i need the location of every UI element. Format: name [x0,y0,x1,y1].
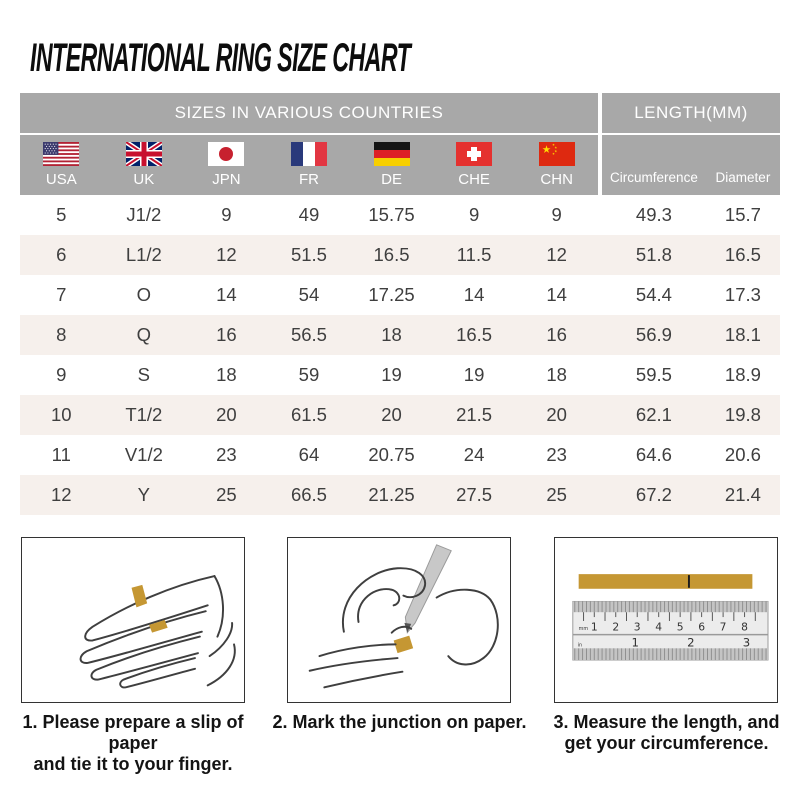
step-1-caption [0,712,266,775]
table-cell: 56.5 [290,324,327,345]
ruler-measuring-strip-illustration [556,539,777,701]
table-cell: 20 [381,404,402,425]
table-row [20,475,780,515]
table-cell: V1/2 [124,444,163,465]
marking-junction-with-pen-illustration [289,539,510,701]
table-cell: 16.5 [373,244,410,265]
table-group-header [20,93,780,133]
table-cell: 12 [216,244,237,265]
svg-text:6: 6 [698,620,706,634]
table-cell: 12 [50,484,72,505]
table-cell: 16.5 [724,244,761,265]
table-row [20,315,780,355]
step-2-caption-line1: 2. Mark the junction on paper. [272,712,527,732]
column-label-che: CHE [458,171,490,188]
table-cell: 64.6 [635,444,672,465]
table-cell: 54.4 [635,284,672,305]
column-label-fr: FR [298,171,319,188]
table-cell: 67.2 [635,484,672,505]
table-cell: 16.5 [456,324,493,345]
table-cell: 54 [298,284,320,305]
table-cell: 14 [463,284,485,305]
svg-text:2: 2 [687,635,695,650]
table-cell: 20 [216,404,237,425]
table-cell: 23 [216,444,237,465]
table-cell: 14 [546,284,567,305]
svg-text:7: 7 [719,620,727,634]
svg-text:5: 5 [676,620,684,634]
china-flag-icon [539,142,575,166]
table-cell: 27.5 [456,484,493,505]
table-cell: 21.5 [456,404,493,425]
table-row [20,235,780,275]
table-cell: 8 [56,324,67,345]
table-cell: 62.1 [635,404,672,425]
step-3-panel [554,537,778,703]
table-cell: 9 [221,204,232,225]
table-cell: 49.3 [635,204,672,225]
table-cell: 18 [546,364,567,385]
table-cell: 10 [50,404,72,425]
table-cell: 9 [56,364,67,385]
table-cell: 17.3 [724,284,761,305]
table-cell: T1/2 [125,404,163,425]
table-cell: 64 [298,444,320,465]
japan-flag-icon [208,142,244,166]
france-flag-icon [291,142,327,166]
instruction-steps [0,537,800,775]
svg-text:2: 2 [612,620,620,634]
table-cell: 23 [546,444,567,465]
table-cell: 59.5 [635,364,672,385]
table-cell: 9 [468,204,480,225]
svg-text:4: 4 [655,620,663,634]
table-cell: J1/2 [126,204,162,225]
table-cell: 21.25 [368,484,415,505]
table-cell: 17.25 [368,284,415,305]
table-row [20,395,780,435]
step-2-caption [272,712,526,733]
svg-text:3: 3 [633,620,641,634]
table-cell: 20 [546,404,567,425]
svg-text:8: 8 [741,620,748,634]
svg-text:in: in [577,642,583,649]
table-cell: L1/2 [125,244,162,265]
table-cell: 66.5 [290,484,327,505]
column-jpn [185,135,268,195]
step-3 [553,537,779,775]
ring-size-table [20,93,780,515]
group-header-length: LENGTH(MM) [602,93,780,133]
table-cell: 51.5 [290,244,327,265]
switzerland-flag-icon [456,142,492,166]
column-de [350,135,433,195]
table-cell: 11.5 [456,244,492,265]
table-cell: 16 [546,324,567,345]
step-2 [272,537,526,775]
table-row [20,355,780,395]
table-cell: 61.5 [290,404,327,425]
step-1-panel [21,537,245,703]
table-cell: 24 [463,444,485,465]
table-cell: 18 [216,364,237,385]
table-cell: 12 [546,244,567,265]
svg-text:3: 3 [742,635,751,650]
step-1 [0,537,266,775]
table-cell: Q [136,324,152,345]
table-cell: S [137,364,151,385]
table-cell: 16 [216,324,237,345]
svg-text:1: 1 [631,635,639,650]
table-cell: Y [137,484,151,505]
column-circumference: Circumference [602,135,706,195]
table-cell: 21.4 [724,484,761,505]
hand-with-paper-strip-illustration [23,539,244,701]
svg-text:1: 1 [590,620,598,634]
table-cell: O [136,284,152,305]
column-che [433,135,516,195]
column-fr [268,135,351,195]
step-3-caption-line2: get your circumference. [564,733,769,753]
table-cell: 15.75 [368,204,415,225]
table-cell: 18.1 [724,324,761,345]
table-cell: 6 [56,244,67,265]
table-cell: 49 [298,204,320,225]
step-3-caption [553,712,779,754]
table-row [20,435,780,475]
table-row [20,195,780,235]
step-3-caption-line1: 3. Measure the length, and [553,712,780,732]
table-cell: 5 [56,204,67,225]
column-uk [103,135,186,195]
table-cell: 20.75 [368,444,415,465]
step-1-caption-line2: and tie it to your finger. [33,754,233,774]
table-cell: 18.9 [724,364,761,385]
table-cell: 9 [551,204,562,225]
column-label-chn: CHN [540,171,573,188]
group-header-sizes: SIZES IN VARIOUS COUNTRIES [20,93,598,133]
column-label-usa: USA [45,171,77,188]
table-cell: 19 [463,364,485,385]
table-cell: 25 [546,484,567,505]
table-cell: 25 [216,484,237,505]
table-body [20,195,780,515]
table-cell: 56.9 [635,324,672,345]
column-label-jpn: JPN [212,171,241,188]
column-usa [20,135,103,195]
svg-text:mm: mm [578,625,589,632]
uk-flag-icon [126,142,162,166]
table-cell: 11 [51,444,71,465]
table-cell: 19.8 [724,404,761,425]
table-column-header [20,135,780,195]
table-cell: 15.7 [724,204,761,225]
step-1-caption-line1: 1. Please prepare a slip of paper [22,712,244,753]
column-label-uk: UK [133,171,155,188]
page-title: INTERNATIONAL RING SIZE CHART [30,36,411,80]
table-cell: 51.8 [635,244,672,265]
step-2-panel [287,537,511,703]
table-row [20,275,780,315]
table-cell: 7 [56,284,67,305]
table-cell: 18 [381,324,402,345]
column-chn [515,135,598,195]
column-diameter: Diameter [706,135,780,195]
usa-flag-icon [43,142,79,166]
table-cell: 20.6 [724,444,761,465]
column-label-de: DE [381,171,402,188]
table-cell: 59 [298,364,320,385]
germany-flag-icon [374,142,410,166]
table-cell: 14 [216,284,237,305]
table-cell: 19 [381,364,402,385]
